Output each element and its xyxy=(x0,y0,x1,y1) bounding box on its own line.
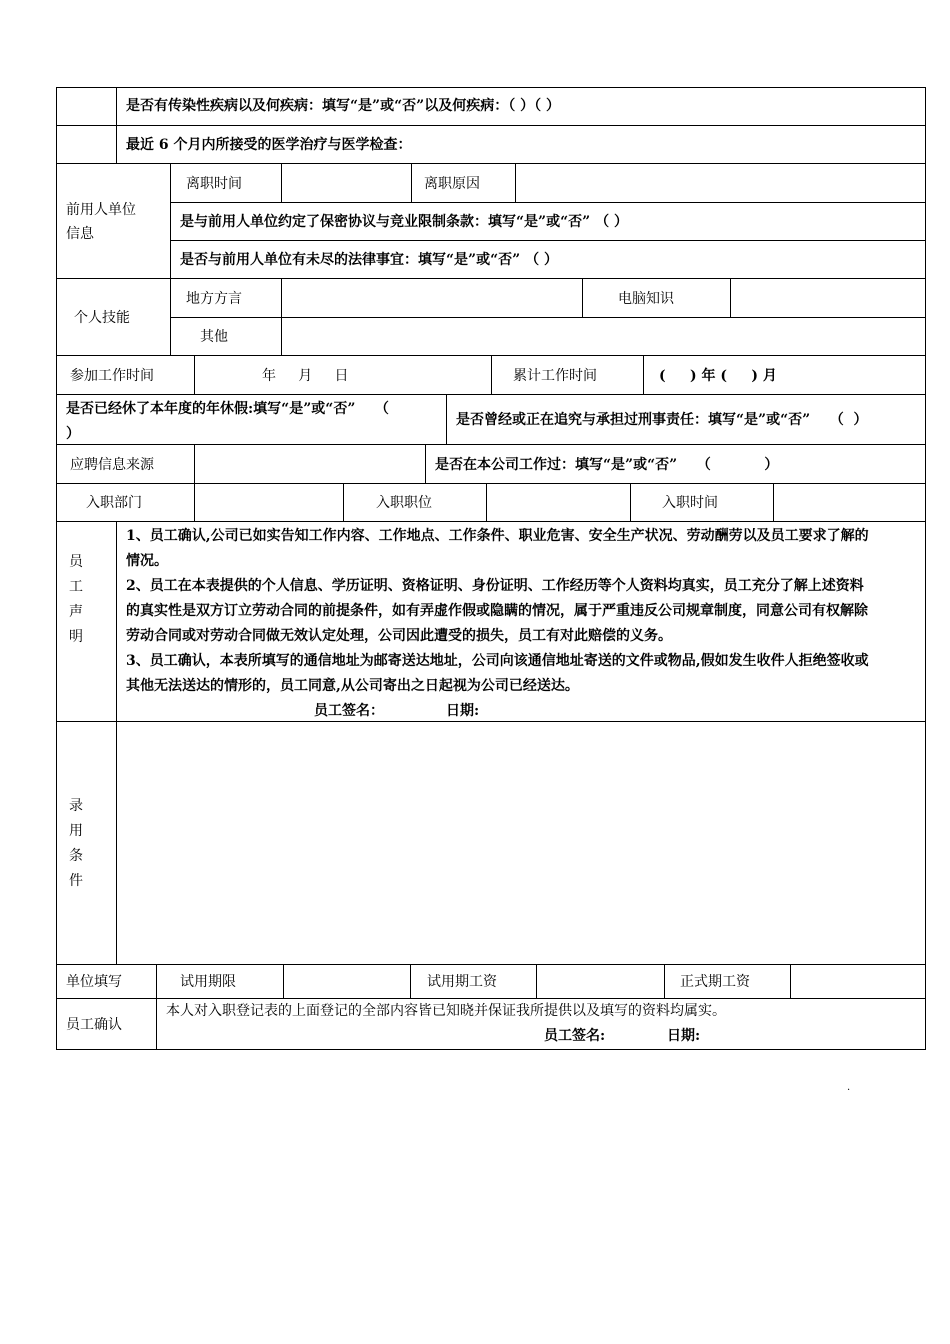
legal-matters-question: 是否与前用人单位有未尽的法律事宜：填写“是”或“否” （ ） xyxy=(180,252,558,268)
entry-department-label: 入职部门 xyxy=(86,495,142,511)
declaration-date-label: 日期: xyxy=(446,703,480,719)
grid-line xyxy=(156,964,157,1050)
computer-skills-label: 电脑知识 xyxy=(618,291,674,307)
grid-line xyxy=(491,355,492,395)
cumulative-work-label: 累计工作时间 xyxy=(513,368,597,384)
skills-label: 个人技能 xyxy=(74,310,130,326)
recent-treatment-label: 最近 6 个月内所接受的医学治疗与医学检查： xyxy=(126,137,412,153)
declaration-label-char: 声 xyxy=(69,604,83,620)
entry-position-field[interactable] xyxy=(487,484,629,521)
grid-line xyxy=(56,125,926,126)
annual-leave-answer[interactable]: ） xyxy=(66,426,80,442)
annual-leave-question: 是否已经休了本年度的年休假:填写“是”或“否” （ xyxy=(66,401,389,417)
grid-line xyxy=(643,355,644,395)
formal-salary-label: 正式期工资 xyxy=(680,974,750,990)
declaration-line: 2、员工在本表提供的个人信息、学历证明、资格证明、身份证明、工作经历等个人资料均真实，员工充分了解上述资料 xyxy=(126,578,864,594)
grid-line xyxy=(56,87,926,88)
job-source-field[interactable] xyxy=(195,445,424,483)
hiring-conditions-label-char: 条 xyxy=(69,848,83,864)
other-skills-field[interactable] xyxy=(282,318,924,355)
grid-line xyxy=(56,998,926,999)
confirmation-statement: 本人对入职登记表的上面登记的全部内容皆已知晓并保证我所提供以及填写的资料均属实。 xyxy=(166,1003,726,1019)
grid-line xyxy=(664,964,665,999)
entry-department-field[interactable] xyxy=(195,484,342,521)
entry-position-label: 入职职位 xyxy=(376,495,432,511)
grid-line xyxy=(194,355,195,395)
grid-line xyxy=(411,163,412,203)
declaration-line: 3、员工确认，本表所填写的通信地址为邮寄送达地址，公司向该通信地址寄送的文件或物品,假如发生收件人拒绝签收或 xyxy=(126,653,869,669)
grid-line xyxy=(56,1049,926,1050)
probation-period-field[interactable] xyxy=(284,965,409,998)
hiring-conditions-label-char: 用 xyxy=(69,823,83,839)
dialect-field[interactable] xyxy=(282,279,581,317)
hiring-conditions-label xyxy=(69,797,83,897)
previous-employer-label: 前用人单位 xyxy=(66,202,136,218)
grid-line xyxy=(343,483,344,522)
worked-here-question: 是否在本公司工作过：填写“是”或“否” （ ） xyxy=(435,457,779,473)
declaration-line: 情况。 xyxy=(126,553,168,569)
grid-line xyxy=(116,87,117,164)
declaration-line: 劳动合同或对劳动合同做无效认定处理，公司因此遭受的损失，员工有对此赔偿的义务。 xyxy=(126,628,672,644)
grid-line xyxy=(170,202,926,203)
leave-time-label: 离职时间 xyxy=(186,176,242,192)
grid-line xyxy=(425,444,426,484)
leave-reason-label: 离职原因 xyxy=(424,176,480,192)
grid-line xyxy=(925,87,926,1050)
probation-salary-label: 试用期工资 xyxy=(427,974,497,990)
cumulative-work-value[interactable]: ( ) 年 ( ) 月 xyxy=(659,368,777,384)
hiring-conditions-field[interactable] xyxy=(117,722,924,963)
declaration-line: 的真实性是双方订立劳动合同的前提条件，如有弄虚作假或隐瞒的情况，属于严重违反公司规章制度，同意公司有权解除 xyxy=(126,603,868,619)
declaration-signature-label: 员工签名： xyxy=(314,703,384,719)
dialect-label: 地方方言 xyxy=(186,291,242,307)
job-source-label: 应聘信息来源 xyxy=(70,457,154,473)
footer-mark: . xyxy=(847,1082,851,1093)
declaration-label-char: 员 xyxy=(69,554,83,570)
infectious-disease-question: 是否有传染性疾病以及何疾病：填写“是”或“否”以及何疾病：（ ）（ ） xyxy=(126,98,560,114)
grid-line xyxy=(56,87,57,1050)
hiring-conditions-label-char: 件 xyxy=(69,873,83,889)
confirmation-date-label: 日期: xyxy=(667,1028,701,1044)
grid-line xyxy=(56,444,926,445)
confidentiality-question: 是与前用人单位约定了保密协议与竞业限制条款：填写“是”或“否” （ ） xyxy=(180,214,628,230)
employee-confirmation-label: 员工确认 xyxy=(66,1017,122,1033)
grid-line xyxy=(170,240,926,241)
probation-period-label: 试用期限 xyxy=(180,974,236,990)
criminal-liability-question: 是否曾经或正在追究与承担过刑事责任：填写“是”或“否” （ ） xyxy=(456,412,868,428)
grid-line xyxy=(170,163,171,356)
entry-time-field[interactable] xyxy=(774,484,924,521)
declaration-line: 1、员工确认,公司已如实告知工作内容、工作地点、工作条件、职业危害、安全生产状况、劳动酬劳以及员工要求了解的 xyxy=(126,528,869,544)
declaration-label-char: 明 xyxy=(69,629,83,645)
probation-salary-field[interactable] xyxy=(537,965,663,998)
confirmation-signature-label: 员工签名: xyxy=(544,1028,606,1044)
leave-time-field[interactable] xyxy=(282,164,410,202)
grid-line xyxy=(410,964,411,999)
declaration-label xyxy=(69,553,83,653)
other-skills-label: 其他 xyxy=(200,329,228,345)
work-start-label: 参加工作时间 xyxy=(70,368,154,384)
grid-line xyxy=(446,394,447,445)
grid-line xyxy=(582,278,583,318)
formal-salary-field[interactable] xyxy=(791,965,924,998)
work-start-date[interactable]: 年 月 日 xyxy=(262,368,349,384)
declaration-label-char: 工 xyxy=(69,579,83,595)
grid-line xyxy=(630,483,631,522)
hiring-conditions-label-char: 录 xyxy=(69,798,83,814)
entry-time-label: 入职时间 xyxy=(662,495,718,511)
leave-reason-field[interactable] xyxy=(516,164,924,202)
grid-line xyxy=(56,521,926,522)
computer-skills-field[interactable] xyxy=(731,279,924,317)
previous-employer-label-2: 信息 xyxy=(66,226,94,242)
company-fill-label: 单位填写 xyxy=(66,974,122,990)
declaration-line: 其他无法送达的情形的，员工同意,从公司寄出之日起视为公司已经送达。 xyxy=(126,678,579,694)
